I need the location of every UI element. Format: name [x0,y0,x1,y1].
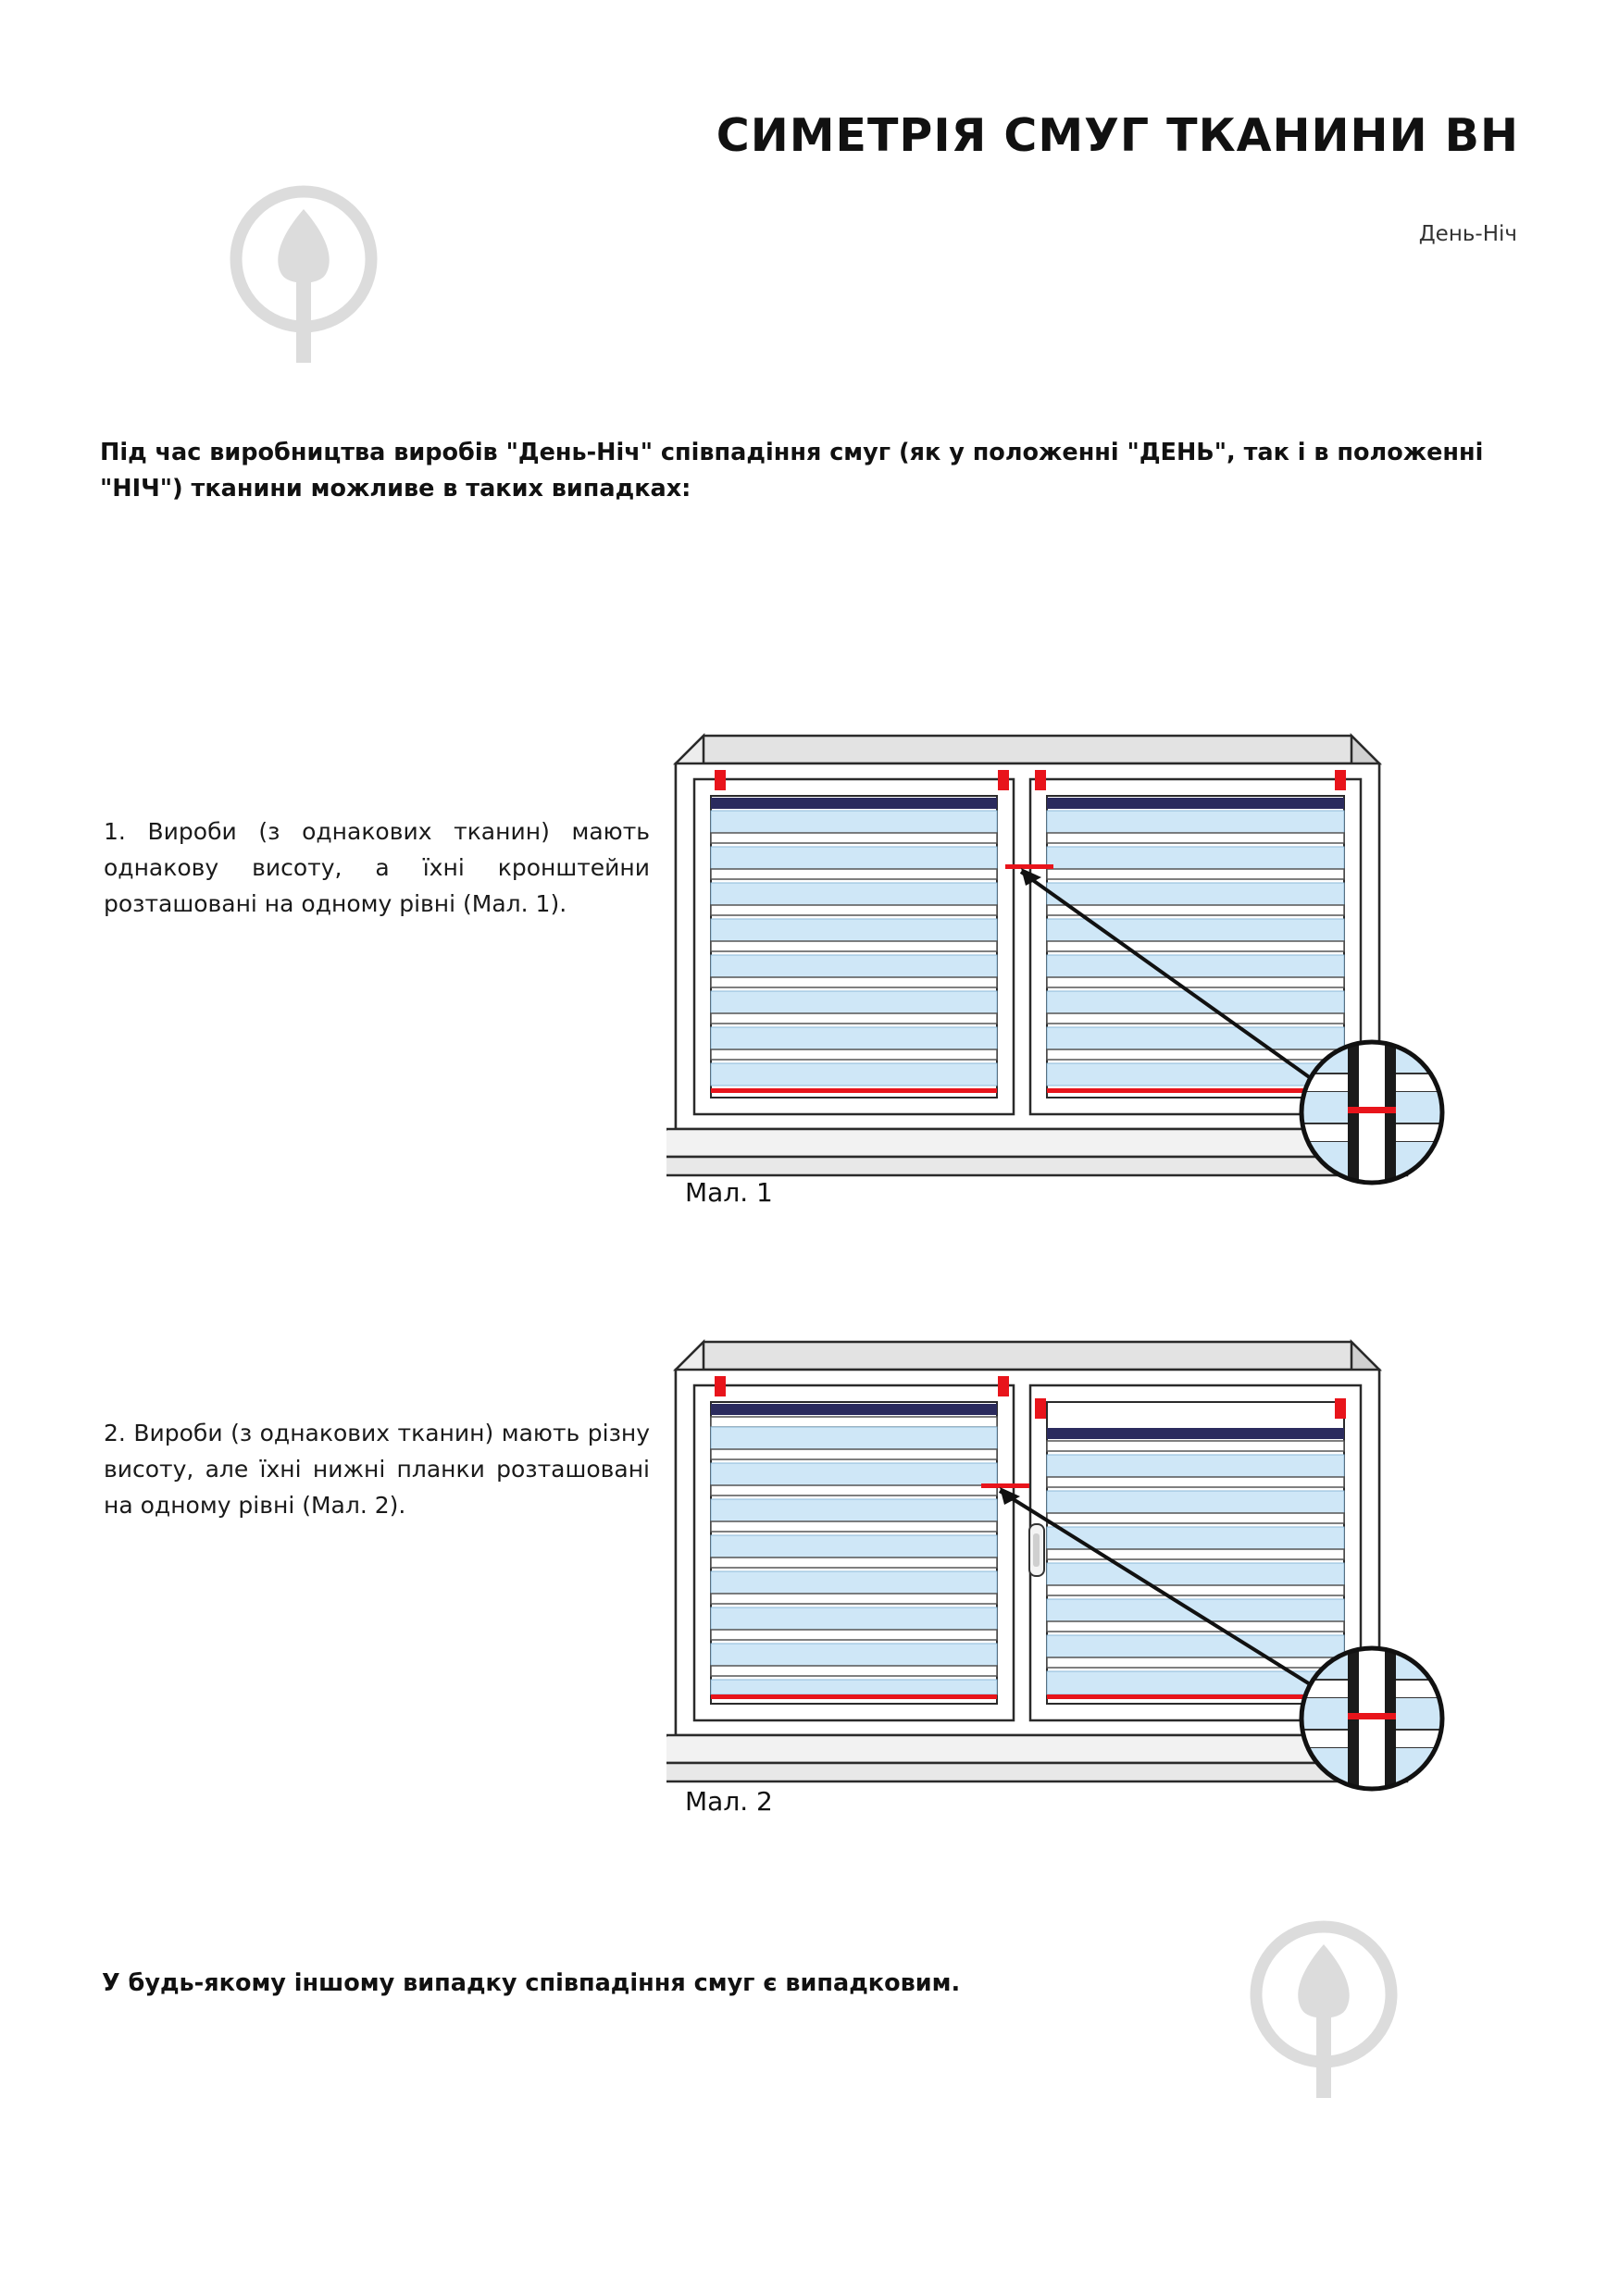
intro-paragraph: Під час виробництва виробів "День-Ніч" співпадіння смуг (як у положенні "ДЕНЬ", так і в положенні "НІЧ") тканини можливе в таких випадках: [100,439,1484,503]
window-blinds-equal-height-diagram [666,713,1481,1203]
page-title: СИМЕТРІЯ СМУГ ТКАНИНИ ВН [716,109,1519,162]
shield-leaf-watermark-icon [220,185,387,370]
page-subtitle: День-Ніч [1418,222,1517,246]
figure-2-caption: Мал. 2 [685,1786,773,1817]
footer-note: У будь-якому іншому випадку співпадіння смуг є випадковим. [102,1969,961,1997]
window-handle-icon [1029,1524,1044,1576]
item-1-text: 1. Вироби (з однакових тканин) мають однакову висоту, а їхні кронштейни розташовані на одному рівні (Мал. 1). [104,818,650,917]
item-2-text: 2. Вироби (з однакових тканин) мають різну висоту, але їхні нижні планки розташовані на одному рівні (Мал. 2). [104,1420,650,1519]
window-blinds-different-height-diagram [666,1319,1481,1809]
shield-leaf-watermark-icon [1240,1920,1407,2105]
figure-1-caption: Мал. 1 [685,1177,773,1208]
